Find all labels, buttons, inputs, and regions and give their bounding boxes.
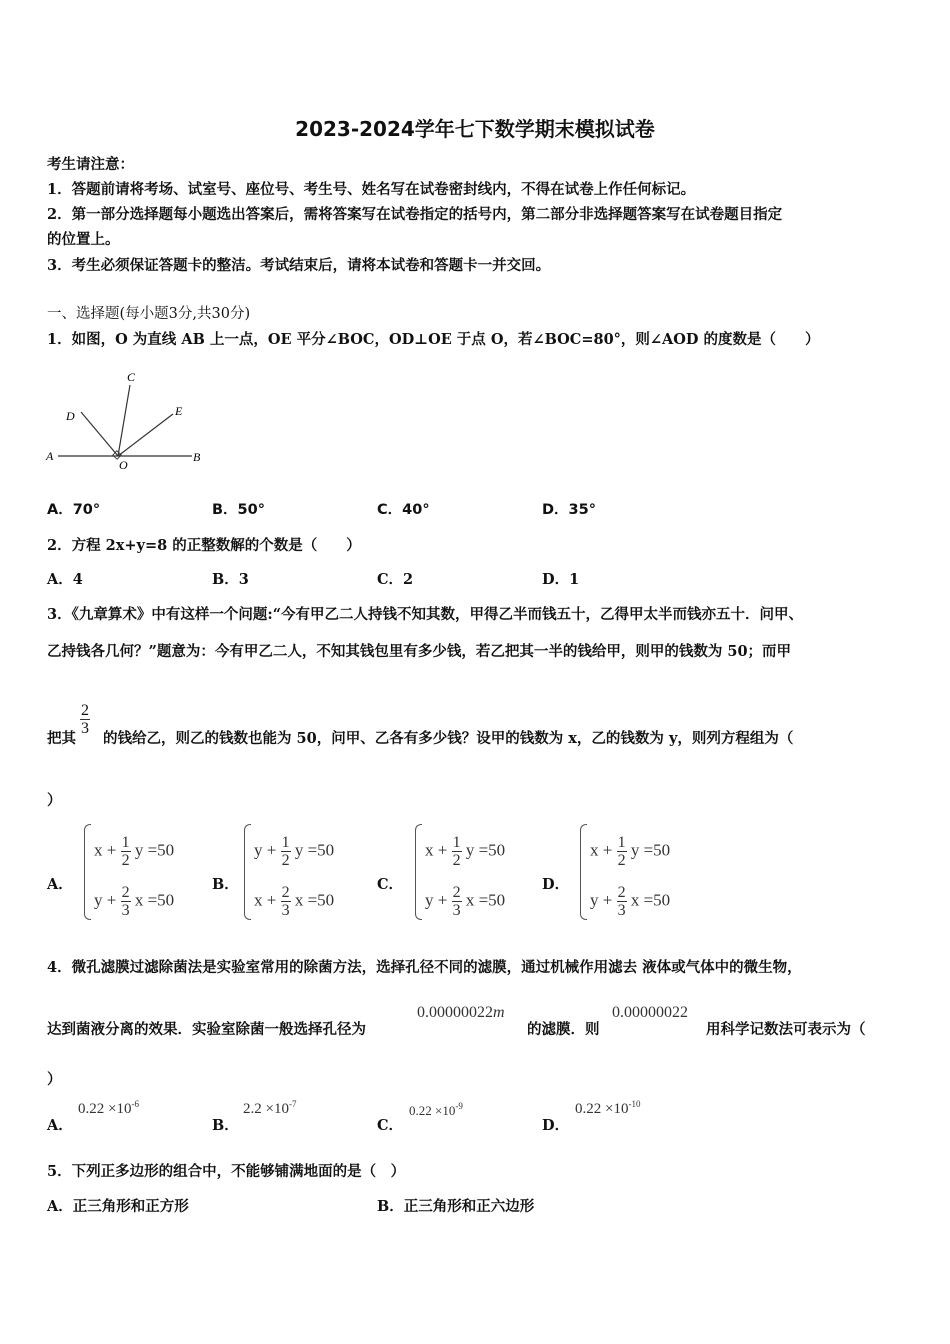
label-o: O bbox=[119, 458, 128, 472]
label-a: A bbox=[46, 449, 54, 463]
page-title: 2023-2024学年七下数学期末模拟试卷 bbox=[295, 117, 655, 141]
q4-option-b-label[interactable]: B． bbox=[212, 1117, 239, 1134]
q4-line-1: 4．微孔滤膜过滤除菌法是实验室常用的除菌方法，选择孔径不同的滤膜，通过机械作用滤去 液体或气体中的微生物， bbox=[47, 959, 802, 976]
q1-option-b[interactable]: B．50° bbox=[212, 502, 265, 518]
label-d: D bbox=[66, 409, 75, 423]
label-c: C bbox=[127, 370, 136, 384]
q3-option-d-label[interactable]: D． bbox=[542, 876, 570, 893]
label-e: E bbox=[175, 404, 183, 418]
q3-option-c-label[interactable]: C． bbox=[377, 876, 404, 893]
notice-item-2-cont: 的位置上。 bbox=[47, 231, 120, 248]
q1-option-c[interactable]: C．40° bbox=[377, 502, 430, 518]
q1-stem: 1．如图，O 为直线 AB 上一点，OE 平分∠BOC，OD⊥OE 于点 O，若∠BOC=80°，则∠AOD 的度数是（ ） bbox=[47, 331, 820, 348]
q4-option-a-label[interactable]: A． bbox=[47, 1117, 73, 1134]
q4-option-d-label[interactable]: D． bbox=[542, 1117, 570, 1134]
q1-option-a[interactable]: A．70° bbox=[47, 502, 101, 518]
section-heading: 一、选择题(每小题3分,共30分) bbox=[47, 306, 251, 322]
q3-line-1: 3．《九章算术》中有这样一个问题:“今有甲乙二人持钱不知其数，甲得乙半而钱五十，乙得甲太半而钱亦五十．问甲、 bbox=[47, 606, 804, 623]
q2-option-d[interactable]: D．1 bbox=[542, 571, 580, 588]
notice-item-1: 1．答题前请将考场、试室号、座位号、考生号、姓名写在试卷密封线内，不得在试卷上作任何标记。 bbox=[47, 181, 696, 198]
q5-stem: 5．下列正多边形的组合中，不能够铺满地面的是（ ） bbox=[47, 1163, 406, 1180]
q4-pore-value: 0.00000022m bbox=[417, 1004, 505, 1021]
q5-option-b[interactable]: B．正三角形和正六边形 bbox=[377, 1198, 535, 1215]
q4-line-2-post: 用科学记数法可表示为（ bbox=[706, 1021, 866, 1038]
q2-option-b[interactable]: B．3 bbox=[212, 571, 249, 588]
q3-line-2: 乙持钱各几何？”题意为：今有甲乙二人，不知其钱包里有多少钱，若乙把其一半的钱给甲，则甲的钱数为 50；而甲 bbox=[47, 643, 792, 660]
q3-fraction bbox=[80, 702, 90, 737]
q4-line-2-mid: 的滤膜．则 bbox=[527, 1021, 600, 1038]
q3-line-4: ） bbox=[47, 792, 62, 809]
frac-numerator: 2 bbox=[81, 702, 89, 719]
q3-option-a-label[interactable]: A． bbox=[47, 876, 73, 893]
q2-option-c[interactable]: C．2 bbox=[377, 571, 414, 588]
q3-line-3-pre: 把其 bbox=[47, 730, 76, 747]
q3-option-b-label[interactable]: B． bbox=[212, 876, 239, 893]
q3-system-d[interactable]: x + $\frac{1}{2}$ y =50 y + $\frac{2}{3}$ x =50 bbox=[580, 820, 700, 924]
q4-option-c-value[interactable]: $0.22 \times 10^{-9}$ bbox=[409, 1101, 463, 1118]
q4-line-3: ） bbox=[47, 1071, 62, 1088]
notice-heading: 考生请注意： bbox=[47, 156, 134, 173]
q4-value: 0.00000022 bbox=[612, 1004, 688, 1021]
q3-system-a[interactable]: x + $\frac{1}{2}$ y =50 y + $\frac{2}{3}$ x =50 bbox=[84, 820, 204, 924]
q4-option-a-value[interactable]: $0.22 \times 10^{-6}$ bbox=[78, 1099, 139, 1117]
notice-item-2: 2．第一部分选择题每小题选出答案后，需将答案写在试卷指定的括号内，第二部分非选择题答案写在试卷题目指定 bbox=[47, 206, 783, 223]
q5-option-a[interactable]: A．正三角形和正方形 bbox=[47, 1198, 189, 1215]
q4-option-c-label[interactable]: C． bbox=[377, 1117, 404, 1134]
q4-line-2-pre: 达到菌液分离的效果．实验室除菌一般选择孔径为 bbox=[47, 1021, 366, 1038]
q3-line-3-post: 的钱给乙，则乙的钱数也能为 50，问甲、乙各有多少钱？设甲的钱数为 x，乙的钱数为 y，则列方程组为（ bbox=[103, 730, 794, 747]
q4-option-b-value[interactable]: $2.2 \times 10^{-7}$ bbox=[243, 1099, 297, 1117]
q3-system-c[interactable]: x + $\frac{1}{2}$ y =50 y + $\frac{2}{3}$ x =50 bbox=[415, 820, 535, 924]
q1-option-d[interactable]: D．35° bbox=[542, 502, 596, 518]
q3-system-b[interactable]: y + $\frac{1}{2}$ y =50 x + $\frac{2}{3}$ x =50 bbox=[244, 820, 364, 924]
label-b: B bbox=[193, 450, 201, 464]
frac-denominator: 3 bbox=[81, 720, 89, 737]
q2-option-a[interactable]: A．4 bbox=[47, 571, 83, 588]
notice-item-3: 3．考生必须保证答题卡的整洁。考试结束后，请将本试卷和答题卡一并交回。 bbox=[47, 257, 551, 274]
q1-figure bbox=[40, 365, 220, 475]
q4-option-d-value[interactable]: $0.22 \times 10^{-10}$ bbox=[575, 1099, 641, 1117]
q2-stem: 2．方程 2x+y=8 的正整数解的个数是（ ） bbox=[47, 537, 361, 554]
